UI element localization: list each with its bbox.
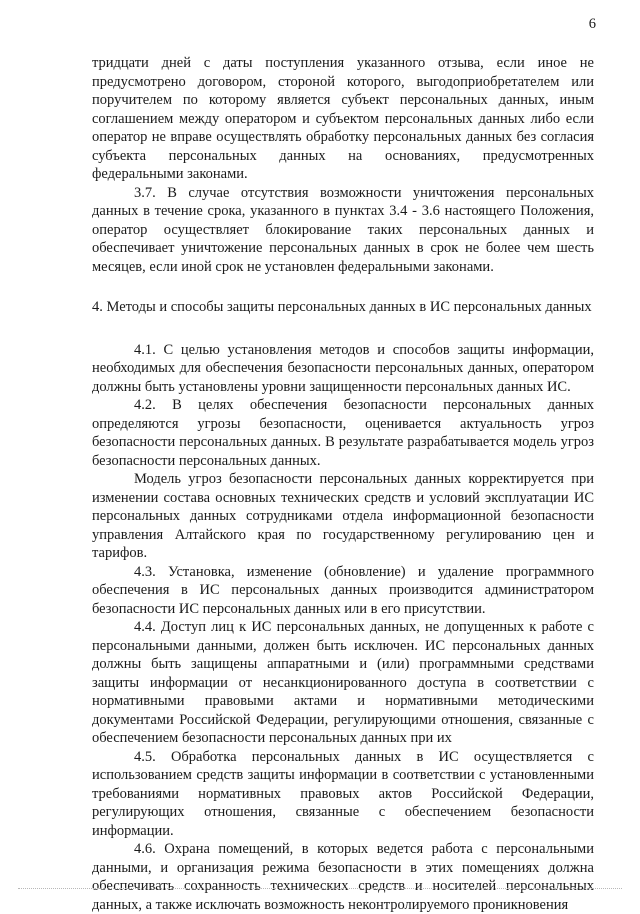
paragraph-4-3: 4.3. Установка, изменение (обновление) и удаление программного обеспечения в ИС персональных данных производится администратором безопасности ИС персональных данных или в его присутствии. (92, 563, 594, 617)
section-heading-4: 4. Методы и способы защиты персональных данных в ИС персональных данных (92, 299, 592, 315)
paragraph-4-6: 4.6. Охрана помещений, в которых ведется работа с персональными данными, и организация режима безопасности в этих помещениях должна обеспечивать сохранность технических средств и носителей персональных данных, а также исключать возможность неконтролируемого проникновения (92, 841, 594, 913)
paragraph-4-1: 4.1. С целью установления методов и способов защиты информации, необходимых для обеспечения безопасности персональных данных, оператором должны быть установлены уровни защищенности персональных данных ИС. (92, 341, 594, 395)
paragraph-4-5: 4.5. Обработка персональных данных в ИС осуществляется с использованием средств защиты информации в соответствии с установленными требованиями нормативных правовых актов Российской Федерации, регулирующих отношения, связанные с обеспечением безопасности информации. (92, 748, 594, 839)
page-number: 6 (588, 16, 596, 32)
document-body (92, 54, 594, 914)
paragraph-4-2-model: Модель угроз безопасности персональных данных корректируется при изменении состава основных технических средств и условий эксплуатации ИС персональных данных сотрудниками отдела информационной безопасности управления Алтайского края по государственному регулированию цен и тарифов. (92, 471, 594, 561)
paragraph-continuation: тридцати дней с даты поступления указанного отзыва, если иное не предусмотрено договором, стороной которого, выгодоприобретателем или поручителем по которому является субъект персональных данных, иным соглашением между оператором и субъектом персональных данных либо если оператор не вправе осуществлять обработку персональных данных без согласия субъекта персональных данных на основаниях, предусмотренных федеральными законами. (92, 55, 594, 182)
paragraph-4-4: 4.4. Доступ лиц к ИС персональных данных, не допущенных к работе с персональными данными, должен быть исключен. ИС персональных данных должны быть защищены аппаратными и (или) программными средствами защиты информации от несанкционированного доступа в соответствии с нормативными правовыми актами и нормативными методическими документами Российской Федерации, регулирующими отношения, связанные с обеспечением безопасности персональных данных при их (92, 619, 594, 746)
paragraph-3-7: 3.7. В случае отсутствия возможности уничтожения персональных данных в течение срока, указанного в пунктах 3.4 - 3.6 настоящего Положения, оператор осуществляет блокирование таких персональных данных и обеспечивает уничтожение персональных данных в срок не более чем шесть месяцев, если иной срок не установлен федеральными законами. (92, 184, 594, 275)
paragraph-4-2: 4.2. В целях обеспечения безопасности персональных данных определяются угрозы безопасности, оценивается актуальность угроз безопасности персональных данных. В результате разрабатывается модель угроз безопасности персональных данных. (92, 397, 594, 469)
page-bottom-divider (18, 888, 622, 889)
